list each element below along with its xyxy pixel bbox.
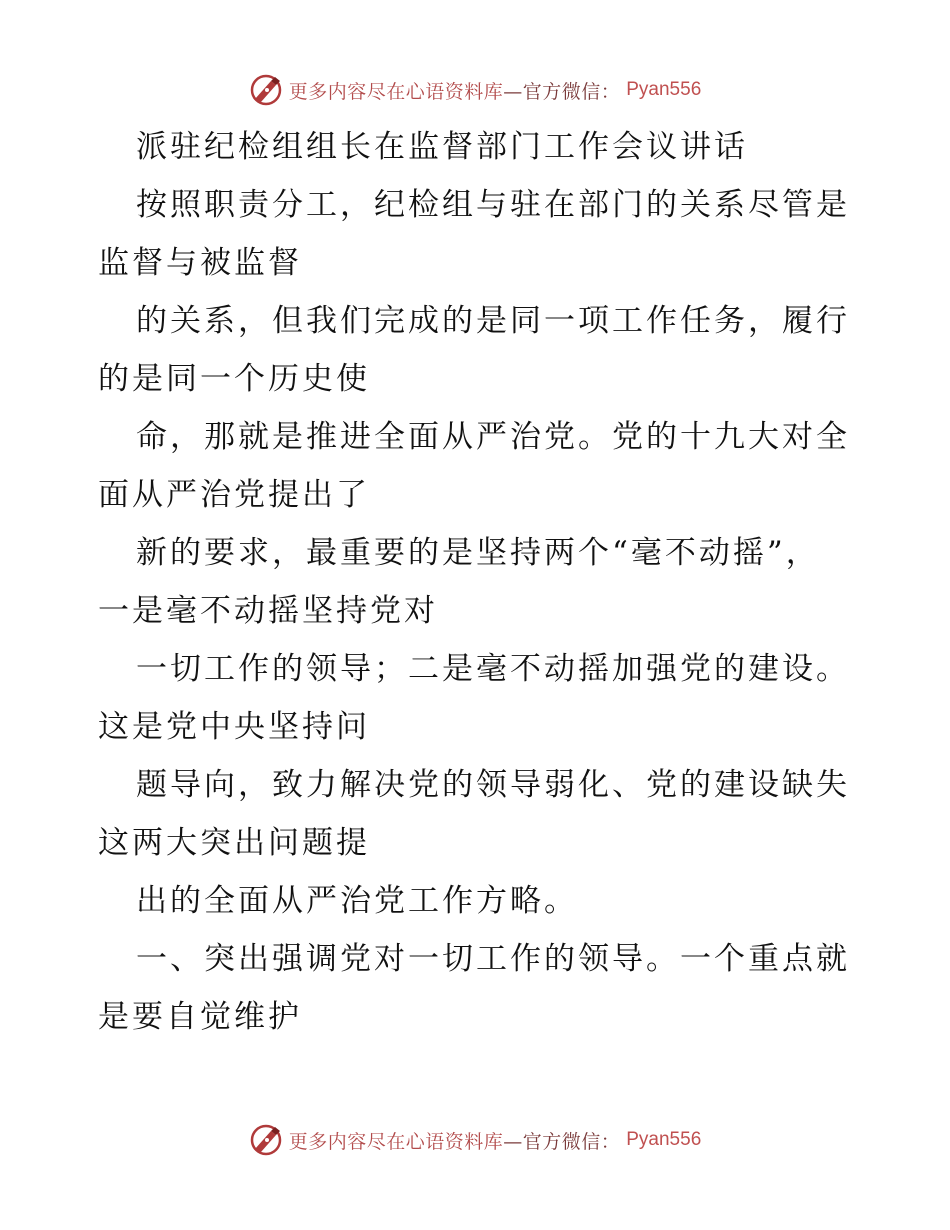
text-line: 一是毫不动摇坚持党对: [98, 593, 438, 629]
header-wechat-label: 官方微信：: [522, 80, 621, 103]
document-title: 派驻纪检组组长在监督部门工作会议讲话: [136, 129, 748, 165]
header-wechat-id: Pyan556: [626, 79, 702, 100]
text-line: 出的全面从严治党工作方略。: [136, 883, 578, 919]
text-line: 题导向，致力解决党的领导弱化、党的建设缺失: [136, 767, 850, 803]
pen-nib-logo-icon: [249, 73, 283, 107]
pen-nib-logo-icon: [249, 1123, 283, 1157]
text-line: 命，那就是推进全面从严治党。党的十九大对全: [136, 419, 850, 455]
header-prefix: 更多内容尽在心语资料库: [288, 80, 504, 103]
footer-site-text: [289, 1127, 621, 1154]
footer-prefix: 更多内容尽在心语资料库: [288, 1130, 504, 1153]
footer-banner: [0, 1122, 950, 1158]
text-line: 是要自觉维护: [98, 999, 302, 1035]
text-line: 面从严治党提出了: [98, 477, 370, 513]
text-line: 这两大突出问题提: [98, 825, 370, 861]
text-line: 一切工作的领导；二是毫不动摇加强党的建设。: [136, 651, 850, 687]
text-line: 按照职责分工，纪检组与驻在部门的关系尽管是: [136, 187, 850, 223]
document-body: [98, 118, 858, 1046]
header-site-text: [289, 77, 621, 104]
footer-wechat-label: 官方微信：: [522, 1130, 621, 1153]
text-line: 新的要求，最重要的是坚持两个“毫不动摇”，: [136, 535, 820, 571]
footer-wechat-id: Pyan556: [626, 1129, 702, 1150]
header-dash: —: [503, 80, 523, 103]
header-banner: [0, 72, 950, 108]
text-line: 这是党中央坚持问: [98, 709, 370, 745]
text-line: 的关系，但我们完成的是同一项工作任务，履行: [136, 303, 850, 339]
text-line: 一、突出强调党对一切工作的领导。一个重点就: [136, 941, 850, 977]
text-line: 监督与被监督: [98, 245, 302, 281]
text-line: 的是同一个历史使: [98, 361, 370, 397]
footer-dash: —: [503, 1130, 523, 1153]
